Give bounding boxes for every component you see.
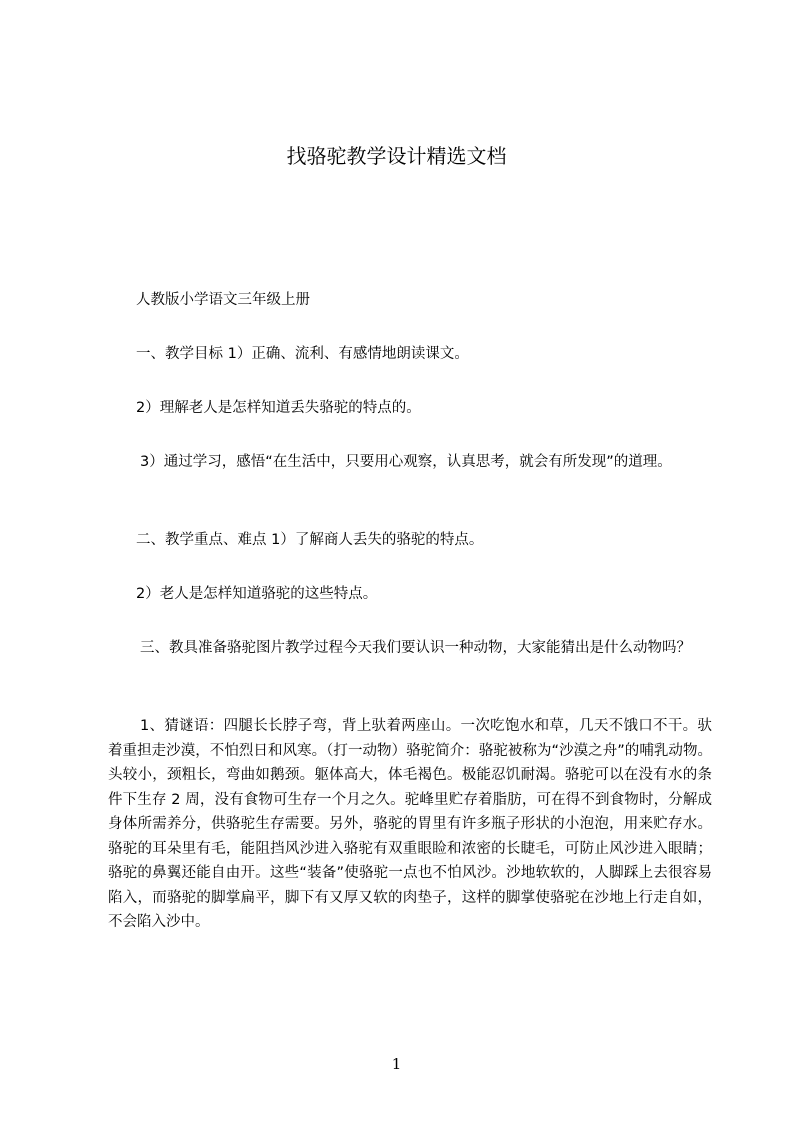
document-title: 找骆驼教学设计精选文档 bbox=[286, 144, 507, 168]
paragraph-textbook: 人教版小学语文三年级上册 bbox=[136, 292, 310, 308]
paragraph-teaching-aids: 三、教具准备骆驼图片教学过程今天我们要认识一种动物，大家能猜出是什么动物吗？ bbox=[140, 640, 691, 656]
paragraph-riddle-intro: 1、猜谜语：四腿长长脖子弯，背上驮着两座山。一次吃饱水和草，几天不饿口不干。驮着重担走沙漠，不怕烈日和风寒。（打一动物）骆驼简介：骆驼被称为“沙漠之舟”的哺乳动物。头较小，颈粗长，弯曲如鹅颈。躯体高大，体毛褐色。极能忍饥耐渴。骆驼可以在没有水的条件下生存 2 周，没有食物可生存一个月之久。驼峰里贮存着脂肪，可在得不到食物时，分解成身体所需养分，供骆驼生存需要。另外，骆驼的胃里有许多瓶子形状的小泡泡，用来贮存水。骆驼的耳朵里有毛，能阻挡风沙进入骆驼有双重眼睑和浓密的长睫毛，可防止风沙进入眼睛；骆驼的鼻翼还能自由开。这些“装备”使骆驼一点也不怕风沙。沙地软软的，人脚踩上去很容易陷入，而骆驼的脚掌扁平，脚下有又厚又软的肉垫子，这样的脚掌使骆驼在沙地上行走自如，不会陷入沙中。 bbox=[108, 718, 712, 930]
paragraph-key-point-1: 二、教学重点、难点 1）了解商人丢失的骆驼的特点。 bbox=[136, 532, 484, 548]
paragraph-goal-1: 一、教学目标 1）正确、流利、有感情地朗读课文。 bbox=[136, 346, 469, 362]
paragraph-key-point-2: 2）老人是怎样知道骆驼的这些特点。 bbox=[136, 586, 378, 602]
paragraph-goal-2: 2）理解老人是怎样知道丢失骆驼的特点的。 bbox=[136, 400, 421, 416]
paragraph-goal-3: 3）通过学习，感悟“在生活中，只要用心观察，认真思考，就会有所发现”的道理。 bbox=[140, 454, 672, 470]
page-number: 1 bbox=[391, 1055, 402, 1073]
